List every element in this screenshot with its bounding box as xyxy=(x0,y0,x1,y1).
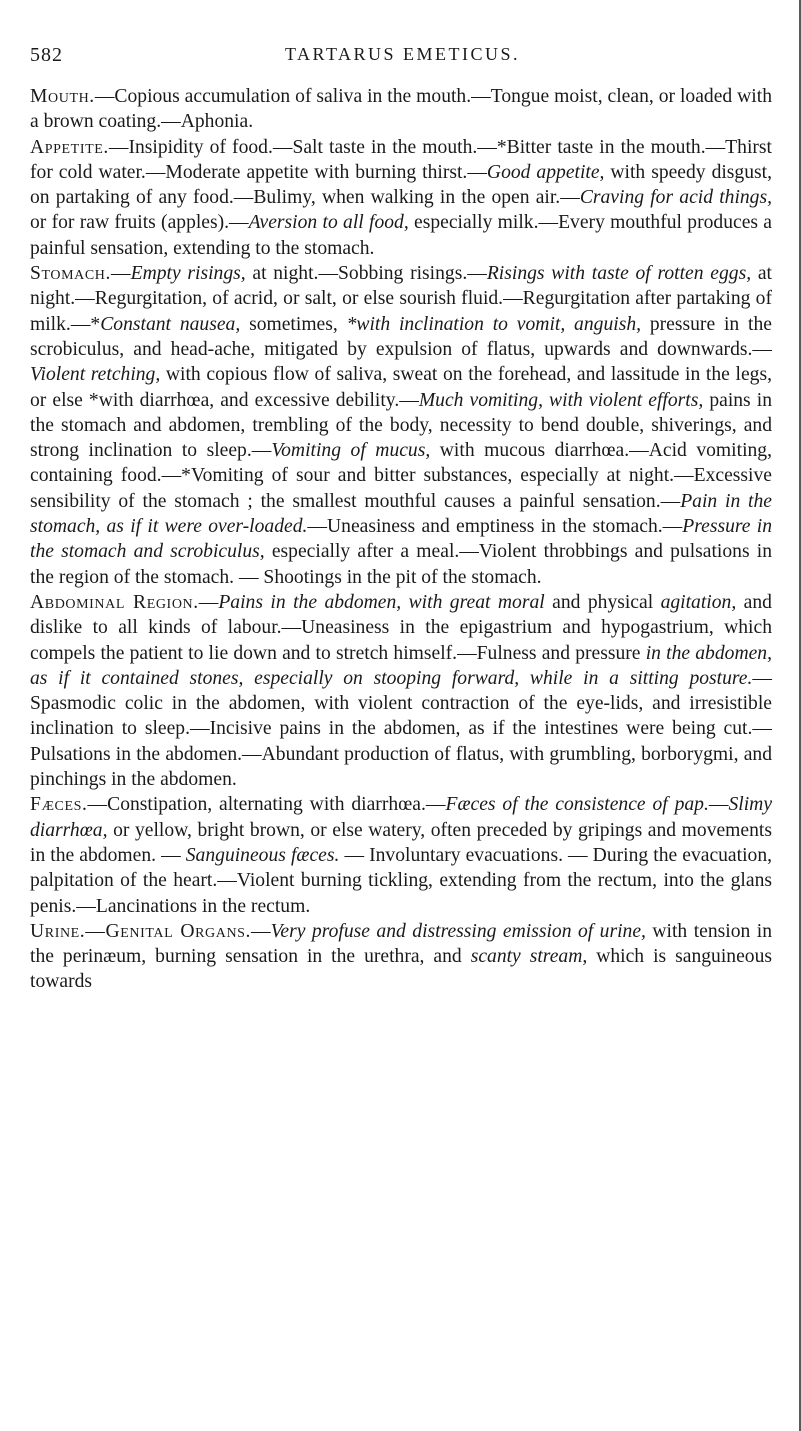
emphasized-symptom: Good appetite, xyxy=(486,161,605,183)
symptom-text: with tension in the perinæum, burning sensation in the urethra, and xyxy=(30,920,772,968)
section-paragraph xyxy=(30,590,772,792)
section-heading: Urine.—Genital Organs. xyxy=(30,920,252,942)
section-heading: Stomach. xyxy=(30,263,112,285)
symptom-text: —Uneasiness and emptiness in the stomach.— xyxy=(307,516,683,538)
emphasized-symptom: scanty stream, xyxy=(470,946,588,968)
emphasized-symptom: Fæces of the consistence of pap. xyxy=(445,794,709,816)
symptom-text: or for raw fruits (apples).— xyxy=(30,212,249,234)
symptom-text: — xyxy=(251,920,271,942)
emphasized-symptom: *with inclination to vomit, anguish, xyxy=(346,313,642,335)
emphasized-symptom: Vomiting of mucus, xyxy=(271,440,431,462)
emphasized-symptom: Very profuse and distressing emission of urine, xyxy=(270,920,646,942)
symptom-text: —Spasmodic colic in the abdomen, with violent contraction of the eye-lids, and irresistible inclination to sleep.—Incisive pains in the abdomen, as if the intestines were being cut.—Pulsations in the abdomen.—Abundant production of flatus, with grumbling, borborygmi, and pinchings in the abdomen. xyxy=(30,667,772,791)
symptom-text: with speedy disgust, on partaking of any food.—Bulimy, when walking in the open air.— xyxy=(30,161,772,209)
symptom-text: —Copious accumulation of saliva in the mouth.—Tongue moist, clean, or loaded with a brown coating.—Aphonia. xyxy=(30,86,772,133)
symptom-text: — xyxy=(708,794,729,816)
emphasized-symptom: Pain in the stomach, as if it were over-loaded. xyxy=(30,490,772,538)
emphasized-symptom: in the abdomen, as if it contained stones, especially on stooping forward, while in a sitting posture. xyxy=(30,642,772,689)
emphasized-symptom: Aversion to all food, xyxy=(248,212,409,234)
page-number: 582 xyxy=(30,44,63,66)
emphasized-symptom: Constant nausea, xyxy=(100,313,241,335)
symptom-text: — xyxy=(111,263,131,285)
section-heading: Appetite. xyxy=(30,136,109,158)
emphasized-symptom: Pains in the abdomen, with great moral xyxy=(218,591,545,613)
body-text xyxy=(30,84,772,995)
emphasized-symptom: Pressure in the stomach and scrobiculus, xyxy=(30,516,772,563)
section-paragraph xyxy=(30,135,772,261)
section-heading: Mouth. xyxy=(30,86,95,107)
running-title: TARTARUS EMETICUS. xyxy=(284,44,521,64)
symptom-text: — xyxy=(198,591,219,613)
emphasized-symptom: Sanguineous fæces. xyxy=(185,844,340,866)
symptom-text: which is sanguineous towards xyxy=(30,946,772,993)
section-heading: Fæces. xyxy=(30,794,88,816)
symptom-text: — Involuntary evacuations. — During the evacuation, palpitation of the heart.—Violent burning tickling, extending from the rectum, into the glans penis.—Lancinations in the rectum. xyxy=(30,844,773,917)
symptom-text: —Insipidity of food.—Salt taste in the mouth.—*Bitter taste in the mouth.—Thirst for cold water.—Moderate appetite with burning thirst.— xyxy=(30,136,772,183)
symptom-text: or yellow, bright brown, or else watery, often preceded by gripings and movements in the abdomen. — xyxy=(30,819,772,866)
symptom-text: with copious flow of saliva, sweat on the forehead, and lassitude in the legs, or else *with diarrhœa, and excessive debility.— xyxy=(30,364,772,411)
emphasized-symptom: agitation, xyxy=(660,591,737,613)
symptom-text: pressure in the scrobiculus, and head-ache, mitigated by expulsion of flatus, upwards and downwards.— xyxy=(30,313,772,360)
symptom-text: sometimes, xyxy=(240,313,347,335)
symptom-text: and physical xyxy=(544,591,661,613)
symptom-text: especially milk.—Every mouthful produces a painful sensation, extending to the stomach. xyxy=(30,212,772,259)
symptom-text: —Constipation, alternating with diarrhœa.— xyxy=(87,794,446,816)
emphasized-symptom: Empty risings, xyxy=(130,263,246,285)
section-heading: Abdominal Region. xyxy=(30,591,199,613)
symptom-text: at night.—Sobbing risings.— xyxy=(245,263,487,285)
section-paragraph xyxy=(30,919,772,995)
section-paragraph xyxy=(30,261,772,590)
emphasized-symptom: Much vomiting, with violent efforts, xyxy=(418,389,704,411)
symptom-text: at night.—Regurgitation, of acrid, or salt, or else sourish fluid.—Regurgitation after partaking of milk.—* xyxy=(30,263,772,335)
emphasized-symptom: Craving for acid things, xyxy=(579,187,772,209)
symptom-text: especially after a meal.—Violent throbbings and pulsations in the region of the stomach. — Shootings in the pit of the stomach. xyxy=(30,541,772,588)
emphasized-symptom: Risings with taste of rotten eggs, xyxy=(486,263,752,285)
page-header xyxy=(30,44,775,70)
symptom-text: and dislike to all kinds of labour.—Uneasiness in the epigastrium and hypogastrium, which compels the patient to lie down and to stretch himself.—Fulness and pressure xyxy=(30,591,772,664)
emphasized-symptom: Violent retching, xyxy=(30,364,161,386)
symptom-text: with mucous diarrhœa.—Acid vomiting, containing food.—*Vomiting of sour and bitter substances, especially at night.—Excessive sensibility of the stomach ; the smallest mouthful causes a painful sensation.— xyxy=(30,440,773,512)
section-paragraph xyxy=(30,84,772,135)
section-paragraph xyxy=(30,792,772,918)
emphasized-symptom: Slimy diarrhœa, xyxy=(30,794,773,841)
symptom-text: pains in the stomach and abdomen, trembling of the body, necessity to bend double, shiverings, and strong inclination to sleep.— xyxy=(30,389,772,462)
